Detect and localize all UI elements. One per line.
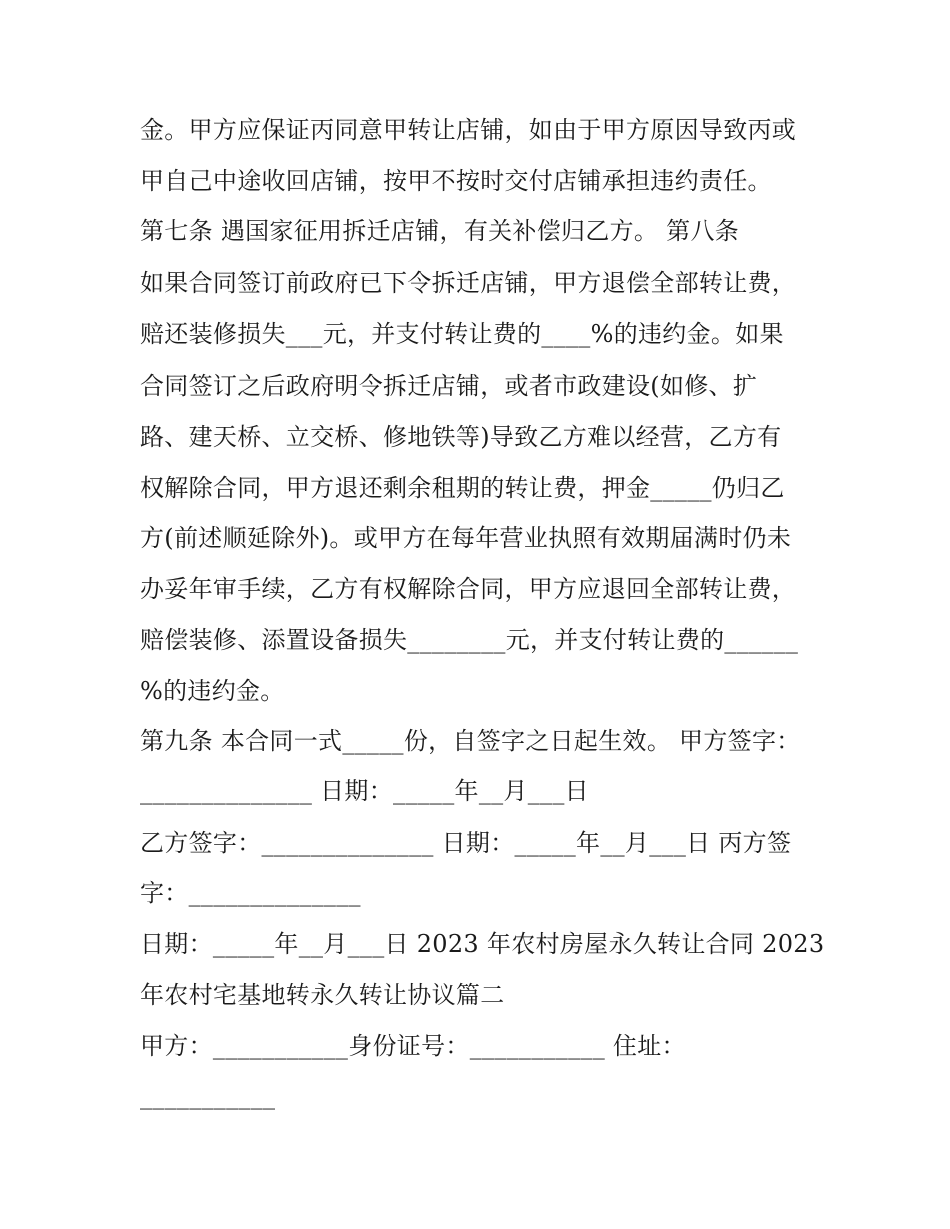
paragraph-line: 金。甲方应保证丙同意甲转让店铺，如由于甲方原因导致丙或 xyxy=(140,116,797,144)
address-blank-line: ___________ xyxy=(140,1082,276,1110)
party-a-info-line: 甲方：___________身份证号：___________ 住址： xyxy=(140,1032,686,1060)
signature-line-party-a: ______________ 日期：_____年__月___日 xyxy=(140,777,589,805)
paragraph-line: 赔还装修损失___元，并支付转让费的____%的违约金。如果 xyxy=(140,320,784,348)
paragraph-line: %的违约金。 xyxy=(140,677,285,705)
paragraph-line: 如果合同签订前政府已下令拆迁店铺，甲方退偿全部转让费， xyxy=(140,269,797,297)
paragraph-line: 赔偿装修、添置设备损失________元，并支付转让费的______ xyxy=(140,626,799,654)
article-9-line: 第九条 本合同一式_____份，自签字之日起生效。 甲方签字： xyxy=(140,727,801,755)
paragraph-line: 方(前述顺延除外)。或甲方在每年营业执照有效期届满时仍未 xyxy=(140,524,792,552)
paragraph-line: 合同签订之后政府明令拆迁店铺，或者市政建设(如修、扩 xyxy=(140,372,758,400)
paragraph-line: 权解除合同，甲方退还剩余租期的转让费，押金_____仍归乙 xyxy=(140,474,785,502)
date-and-title-line: 日期：_____年__月___日 2023 年农村房屋永久转让合同 2023 xyxy=(140,930,825,958)
paragraph-line: 办妥年审手续，乙方有权解除合同，甲方应退回全部转让费， xyxy=(140,575,797,603)
paragraph-line: 甲自己中途收回店铺，按甲不按时交付店铺承担违约责任。 xyxy=(140,167,772,195)
section-title-line: 年农村宅基地转永久转让协议篇二 xyxy=(140,981,505,1009)
signature-line-party-c: 字：______________ xyxy=(140,879,361,907)
paragraph-line: 路、建天桥、立交桥、修地铁等)导致乙方难以经营，乙方有 xyxy=(140,423,782,451)
signature-line-party-b: 乙方签字：______________ 日期：_____年__月___日 丙方签 xyxy=(140,829,792,857)
article-7-line: 第七条 遇国家征用拆迁店铺，有关补偿归乙方。 第八条 xyxy=(140,217,740,245)
